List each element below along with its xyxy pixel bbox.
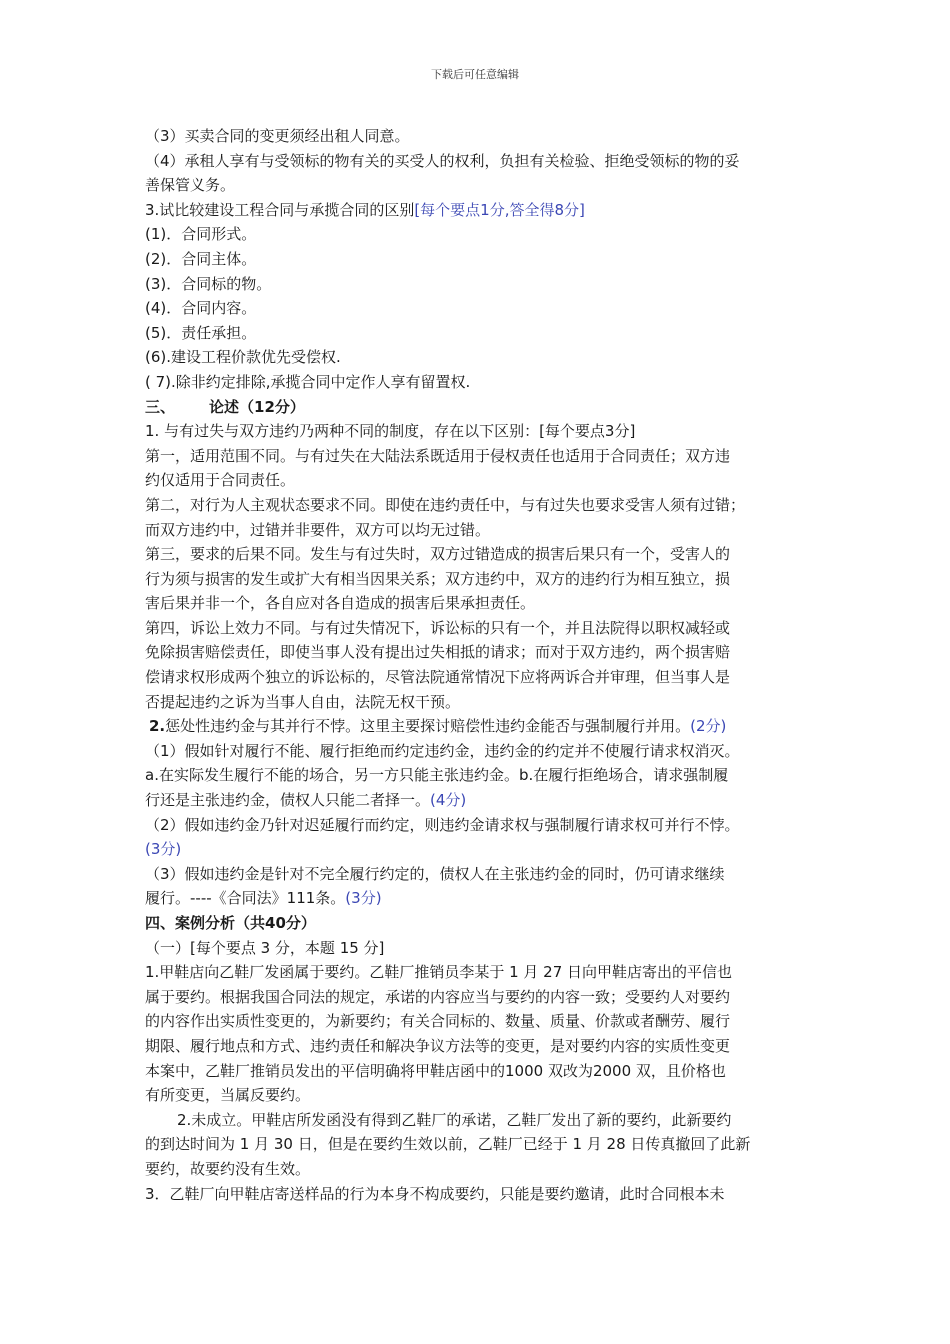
- question-text: 惩处性违约金与其并行不悖。这里主要探讨赔偿性违约金能否与强制履行并用。: [165, 717, 691, 736]
- list-item: (1)．合同形式。: [145, 225, 257, 244]
- text-line: 的内容作出实质性变更的，为新要约；有关合同标的、数量、质量、价款或者酬劳、履行: [145, 1012, 731, 1031]
- score-note: (3分): [345, 889, 382, 908]
- list-item: (2)．合同主体。: [145, 249, 257, 268]
- text-line: （2）假如违约金乃针对迟延履行而约定，则违约金请求权与强制履行请求权可并行不悖。: [145, 815, 740, 834]
- section-heading: 四、案例分析（共40分）: [145, 914, 316, 932]
- list-item: (6).建设工程价款优先受偿权.: [145, 348, 341, 367]
- text-line: 第二，对行为人主观状态要求不同。即使在违约责任中，与有过失也要求受害人须有过错；: [145, 495, 746, 514]
- text-line: （一）[每个要点 3 分，本题 15 分]: [145, 938, 385, 957]
- text-line: （4）承租人享有与受领标的物有关的买受人的权利，负担有关检验、拒绝受领标的物的妥: [145, 151, 740, 170]
- score-note: (2分): [690, 717, 727, 736]
- text-line: 善保管义务。: [145, 176, 236, 195]
- text-line: 本案中，乙鞋厂推销员发出的平信明确将甲鞋店函中的1000 双改为2000 双，且价格也: [145, 1061, 726, 1080]
- list-item: ( 7).除非约定排除,承揽合同中定作人享有留置权.: [145, 372, 471, 391]
- question-text: 3.试比较建设工程合同与承揽合同的区别: [145, 200, 415, 219]
- list-item: (4)．合同内容。: [145, 299, 257, 318]
- question-heading: [145, 198, 810, 223]
- text-line: 第四，诉讼上效力不同。与有过失情况下，诉讼标的只有一个，并且法院得以职权减轻或: [145, 618, 731, 637]
- text-line: 而双方违约中，过错并非要件，双方可以均无过错。: [145, 520, 491, 539]
- text-line: （3）买卖合同的变更须经出租人同意。: [145, 127, 410, 145]
- text-line: （1）假如针对履行不能、履行拒绝而约定违约金，违约金的约定并不使履行请求权消灭。: [145, 741, 740, 760]
- question-number: 2.: [149, 717, 166, 736]
- text-line: 第一，适用范围不同。与有过失在大陆法系既适用于侵权责任也适用于合同责任；双方违: [145, 446, 731, 465]
- text-line: [145, 886, 810, 911]
- text-line: a.在实际发生履行不能的场合，另一方只能主张违约金。b.在履行拒绝场合，请求强制履: [145, 766, 729, 785]
- question-heading: [145, 714, 810, 739]
- text-line: 行为须与损害的发生或扩大有相当因果关系；双方违约中，双方的违约行为相互独立，损: [145, 569, 731, 588]
- section-title: 论述（12分）: [209, 397, 305, 416]
- text-segment: 履行。----《合同法》111条。: [145, 889, 346, 908]
- text-line: 约仅适用于合同责任。: [145, 471, 296, 490]
- page-header: 下载后可任意编辑: [431, 68, 519, 81]
- text-line: 1.甲鞋店向乙鞋厂发函属于要约。乙鞋厂推销员李某于 1 月 27 日向甲鞋店寄出的平信也: [145, 963, 733, 982]
- score-note: (3分): [145, 840, 182, 859]
- text-line: 要约，故要约没有生效。: [145, 1159, 311, 1178]
- text-line: 否提起违约之诉为当事人自由，法院无权干预。: [145, 692, 461, 711]
- list-item: (3)．合同标的物。: [145, 274, 272, 293]
- score-note: [每个要点1分,答全得8分]: [414, 200, 585, 219]
- text-line: 属于要约。根据我国合同法的规定，承诺的内容应当与要约的内容一致；受要约人对要约: [145, 987, 731, 1006]
- score-note: (4分): [430, 791, 467, 810]
- text-line: [145, 788, 810, 813]
- text-line: 2.未成立。甲鞋店所发函没有得到乙鞋厂的承诺，乙鞋厂发出了新的要约，此新要约: [177, 1110, 732, 1129]
- list-item: (5)．责任承担。: [145, 323, 257, 342]
- section-number: 三、: [145, 397, 176, 416]
- text-line: 偿请求权形成两个独立的诉讼标的，尽管法院通常情况下应将两诉合并审理，但当事人是: [145, 668, 731, 687]
- text-line: 第三，要求的后果不同。发生与有过失时，双方过错造成的损害后果只有一个，受害人的: [145, 545, 731, 564]
- text-line: （3）假如违约金是针对不完全履行约定的，债权人在主张违约金的同时，仍可请求继续: [145, 864, 725, 883]
- text-line: 免除损害赔偿责任，即使当事人没有提出过失相抵的请求；而对于双方违约，两个损害赔: [145, 643, 731, 662]
- text-line: 有所变更，当属反要约。: [145, 1086, 311, 1105]
- section-heading: [145, 395, 810, 420]
- text-line: 1. 与有过失与双方违约乃两种不同的制度，存在以下区别：[每个要点3分]: [145, 422, 636, 441]
- text-line: 期限、履行地点和方式、违约责任和解决争议方法等的变更，是对要约内容的实质性变更: [145, 1036, 731, 1055]
- document-body: [145, 124, 810, 1206]
- text-line: 3．乙鞋厂向甲鞋店寄送样品的行为本身不构成要约，只能是要约邀请，此时合同根本未: [145, 1184, 725, 1203]
- text-line: 的到达时间为 1 月 30 日，但是在要约生效以前，乙鞋厂已经于 1 月 28 日传真撤回了此新: [145, 1135, 751, 1154]
- text-segment: 行还是主张违约金，债权人只能二者择一。: [145, 791, 431, 810]
- text-line: 害后果并非一个，各自应对各自造成的损害后果承担责任。: [145, 594, 536, 613]
